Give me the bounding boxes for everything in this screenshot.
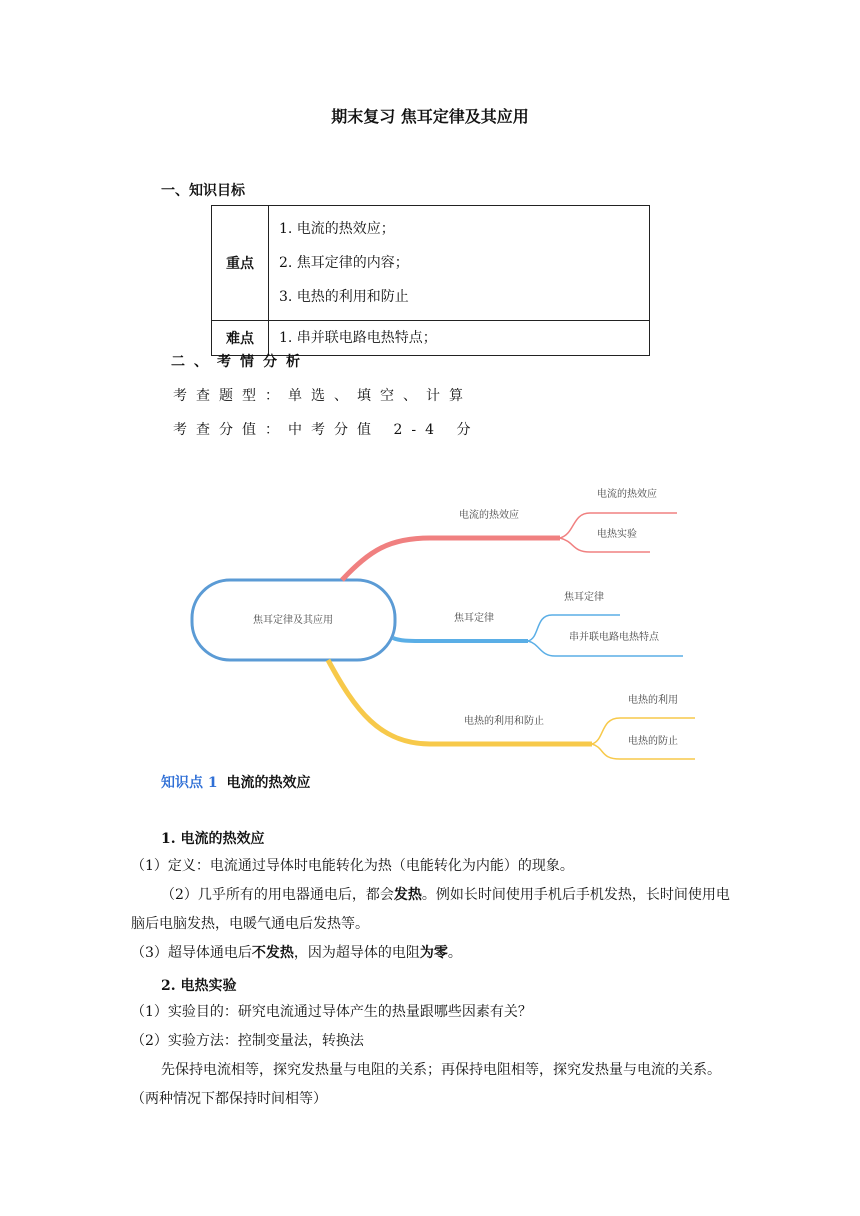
superconductor-text-3: 。 xyxy=(447,945,462,961)
knowledge-point-label: 知识点 1 xyxy=(161,775,218,791)
key-item: 3. 电热的利用和防止 xyxy=(279,289,409,305)
paragraph-purpose xyxy=(131,998,731,1027)
section-heading-analysis: 二、考情分析 xyxy=(171,354,309,370)
method-text: （2）实验方法：控制变量法，转换法 xyxy=(131,1033,364,1049)
superconductor-bold-1: 不发热 xyxy=(251,945,294,961)
branch-connector-3 xyxy=(328,660,592,744)
child-line-1b xyxy=(560,538,650,552)
difficult-item: 1. 串并联电路电热特点； xyxy=(279,330,437,346)
paragraph-method xyxy=(131,1027,731,1056)
key-items xyxy=(269,206,650,321)
page-title: 期末复习 焦耳定律及其应用 xyxy=(331,107,529,126)
question-types: 考查题型：单选、填空、计算 xyxy=(173,388,472,404)
key-label: 重点 xyxy=(212,206,269,321)
subheading-heat-effect: 1. 电流的热效应 xyxy=(161,831,265,847)
knowledge-point-heading xyxy=(161,772,311,792)
paragraph-examples xyxy=(131,881,731,939)
branch-label-3: 电热的利用和防止 xyxy=(464,716,544,727)
paragraph-superconductor xyxy=(131,939,731,968)
subheading-experiment: 2. 电热实验 xyxy=(161,978,237,994)
branch-connector-1 xyxy=(342,538,560,580)
child-line-2b xyxy=(528,641,683,656)
definition-text: （1）定义：电流通过导体时电能转化为热（电能转化为内能）的现象。 xyxy=(131,858,574,874)
child-label-1b: 电热实验 xyxy=(597,529,637,540)
mind-map xyxy=(0,470,860,770)
table-row-key xyxy=(212,206,650,321)
paragraph-procedure xyxy=(131,1056,731,1114)
key-item: 1. 电流的热效应； xyxy=(279,221,395,237)
child-label-2a: 焦耳定律 xyxy=(564,592,604,603)
superconductor-text-1: （3）超导体通电后 xyxy=(131,945,252,961)
child-label-1a: 电流的热效应 xyxy=(597,489,657,500)
branch-label-2: 焦耳定律 xyxy=(454,613,494,624)
paragraph-definition xyxy=(131,852,731,881)
knowledge-point-title: 电流的热效应 xyxy=(226,775,311,791)
key-item: 2. 焦耳定律的内容； xyxy=(279,255,409,271)
procedure-text: 先保持电流相等，探究发热量与电阻的关系；再保持电阻相等，探究发热量与电流的关系。（两种情况下都保持时间相等） xyxy=(131,1062,721,1107)
child-label-2b: 串并联电路电热特点 xyxy=(569,632,659,643)
child-label-3b: 电热的防止 xyxy=(628,736,678,747)
difficult-label: 难点 xyxy=(212,321,269,356)
branch-label-1: 电流的热效应 xyxy=(459,510,519,521)
knowledge-goals-table xyxy=(211,205,650,356)
examples-bold: 发热 xyxy=(393,887,422,903)
mind-map-center-label: 焦耳定律及其应用 xyxy=(253,615,333,626)
section-heading-goals: 一、知识目标 xyxy=(161,183,245,199)
superconductor-bold-2: 为零 xyxy=(419,945,448,961)
branch-connector-2 xyxy=(393,638,528,641)
examples-text-end: 。例如长时间使用手机后手机发热，长时间使用电脑后电脑发热，电暖气通电后发热等。 xyxy=(131,887,730,932)
superconductor-text-2: ，因为超导体的电阻 xyxy=(293,945,420,961)
score-range: 考查分值：中考分值 2-4 分 xyxy=(173,422,480,438)
purpose-text: （1）实验目的：研究电流通过导体产生的热量跟哪些因素有关？ xyxy=(131,1004,532,1020)
examples-text-start: （2）几乎所有的用电器通电后，都会 xyxy=(161,887,394,903)
difficult-items xyxy=(269,321,650,356)
child-label-3a: 电热的利用 xyxy=(628,695,678,706)
